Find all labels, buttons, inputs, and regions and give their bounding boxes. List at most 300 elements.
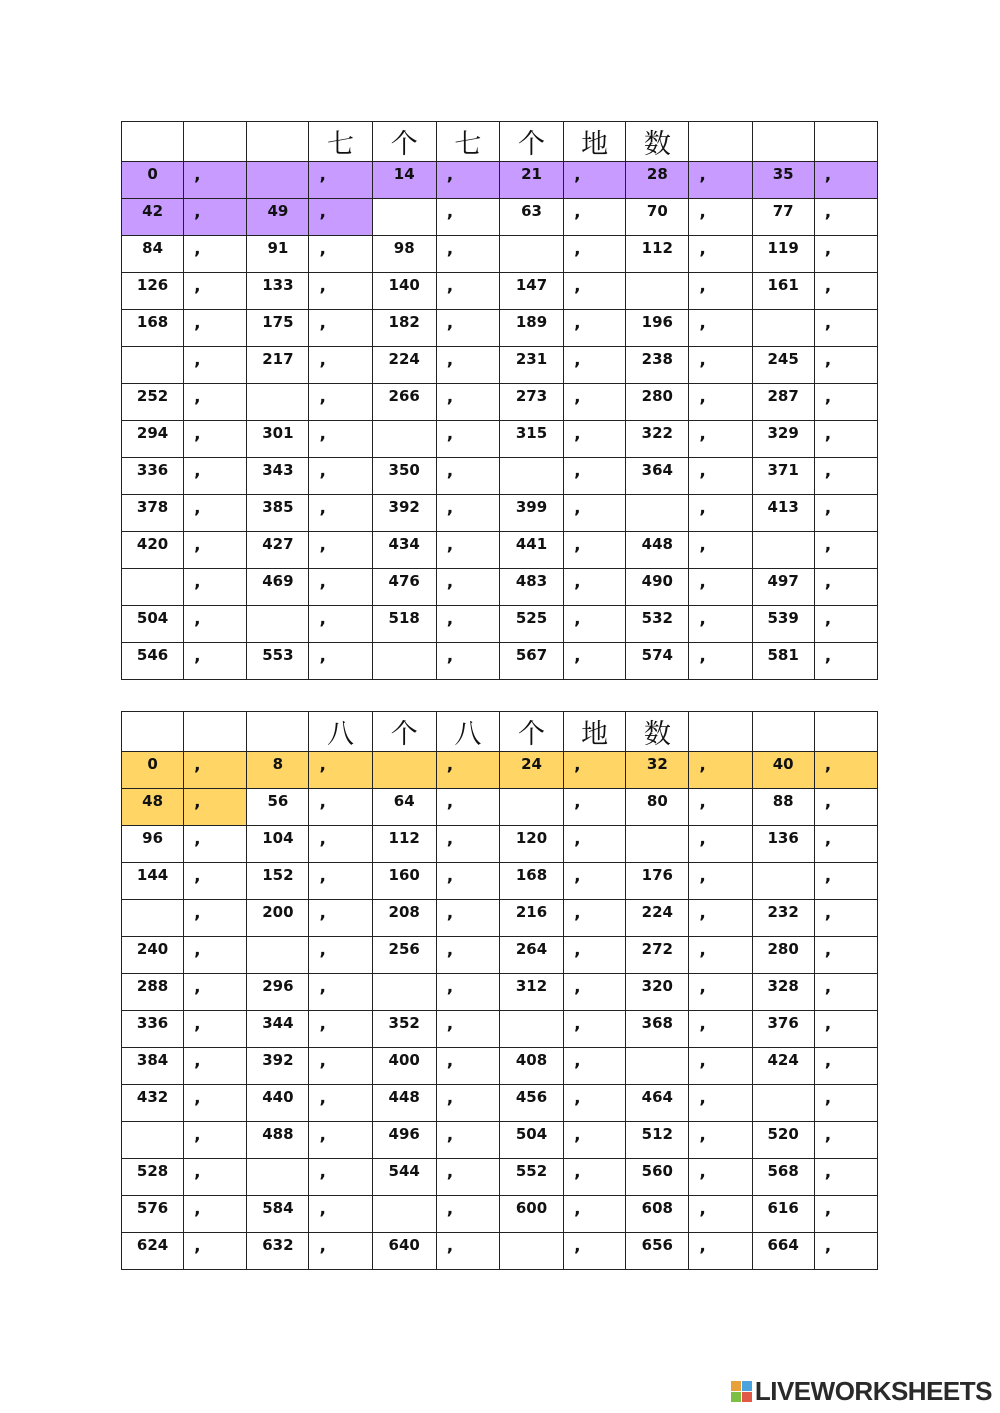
number-cell: 408: [499, 1048, 563, 1085]
number-cell: 336: [122, 458, 184, 495]
title-cell: 个: [372, 122, 436, 162]
number-cell: 608: [626, 1196, 689, 1233]
separator-cell: ,: [564, 347, 626, 384]
separator-cell: ,: [564, 826, 626, 863]
number-cell: 296: [247, 974, 309, 1011]
title-cell: 七: [309, 122, 372, 162]
number-cell: 140: [372, 273, 436, 310]
answer-blank[interactable]: [247, 384, 309, 421]
separator-cell: ,: [689, 1011, 752, 1048]
separator-cell: ,: [689, 1048, 752, 1085]
separator-cell: ,: [184, 1085, 247, 1122]
table-row: [122, 236, 878, 273]
number-cell: 539: [752, 606, 814, 643]
separator-cell: ,: [436, 421, 499, 458]
number-cell: 21: [499, 162, 563, 199]
number-cell: 656: [626, 1233, 689, 1270]
number-cell: 456: [499, 1085, 563, 1122]
number-cell: 152: [247, 863, 309, 900]
number-cell: 343: [247, 458, 309, 495]
number-cell: 490: [626, 569, 689, 606]
answer-blank[interactable]: [752, 532, 814, 569]
separator-cell: ,: [564, 1122, 626, 1159]
separator-cell: ,: [814, 974, 877, 1011]
answer-blank[interactable]: [752, 310, 814, 347]
answer-blank[interactable]: [372, 752, 436, 789]
number-cell: 384: [122, 1048, 184, 1085]
table-row: [122, 384, 878, 421]
separator-cell: ,: [814, 162, 877, 199]
separator-cell: ,: [436, 1233, 499, 1270]
number-cell: 264: [499, 937, 563, 974]
separator-cell: ,: [689, 606, 752, 643]
separator-cell: ,: [564, 532, 626, 569]
separator-cell: ,: [689, 1196, 752, 1233]
number-cell: 427: [247, 532, 309, 569]
separator-cell: ,: [564, 236, 626, 273]
separator-cell: ,: [689, 199, 752, 236]
separator-cell: ,: [436, 199, 499, 236]
number-cell: 544: [372, 1159, 436, 1196]
separator-cell: ,: [814, 826, 877, 863]
separator-cell: ,: [564, 162, 626, 199]
number-cell: 175: [247, 310, 309, 347]
number-cell: 518: [372, 606, 436, 643]
separator-cell: ,: [184, 421, 247, 458]
separator-cell: ,: [184, 974, 247, 1011]
separator-cell: ,: [436, 310, 499, 347]
separator-cell: ,: [564, 606, 626, 643]
separator-cell: ,: [184, 900, 247, 937]
separator-cell: ,: [564, 1196, 626, 1233]
title-cell: [184, 122, 247, 162]
separator-cell: ,: [309, 1196, 372, 1233]
number-cell: 496: [372, 1122, 436, 1159]
eight-multiples-table: [121, 711, 878, 1270]
separator-cell: ,: [689, 236, 752, 273]
separator-cell: ,: [184, 937, 247, 974]
logo-mark-icon: [731, 1381, 752, 1402]
separator-cell: ,: [184, 1122, 247, 1159]
separator-cell: ,: [564, 495, 626, 532]
separator-cell: ,: [814, 1159, 877, 1196]
answer-blank[interactable]: [247, 937, 309, 974]
number-cell: 40: [752, 752, 814, 789]
seven-multiples-table: [121, 121, 878, 680]
separator-cell: ,: [184, 606, 247, 643]
answer-blank[interactable]: [372, 974, 436, 1011]
logo-text: LIVEWORKSHEETS: [754, 1376, 992, 1406]
table-row: [122, 937, 878, 974]
separator-cell: ,: [689, 1233, 752, 1270]
number-cell: 272: [626, 937, 689, 974]
separator-cell: ,: [309, 1048, 372, 1085]
logo-block: [742, 1392, 752, 1402]
number-cell: 147: [499, 273, 563, 310]
number-cell: 56: [247, 789, 309, 826]
answer-blank[interactable]: [372, 199, 436, 236]
answer-blank[interactable]: [499, 458, 563, 495]
separator-cell: ,: [564, 900, 626, 937]
title-row: [122, 122, 878, 162]
answer-blank[interactable]: [122, 569, 184, 606]
separator-cell: ,: [814, 310, 877, 347]
table-row: [122, 1233, 878, 1270]
answer-blank[interactable]: [372, 421, 436, 458]
separator-cell: ,: [436, 826, 499, 863]
separator-cell: ,: [436, 1122, 499, 1159]
separator-cell: ,: [814, 789, 877, 826]
separator-cell: ,: [436, 937, 499, 974]
separator-cell: ,: [689, 495, 752, 532]
table-row: [122, 569, 878, 606]
separator-cell: ,: [689, 643, 752, 680]
separator-cell: ,: [436, 789, 499, 826]
title-cell: [689, 122, 752, 162]
separator-cell: ,: [184, 199, 247, 236]
number-cell: 448: [372, 1085, 436, 1122]
separator-cell: ,: [689, 458, 752, 495]
liveworksheets-logo: [731, 1376, 992, 1407]
separator-cell: ,: [184, 236, 247, 273]
number-cell: 568: [752, 1159, 814, 1196]
number-cell: 584: [247, 1196, 309, 1233]
separator-cell: ,: [689, 1122, 752, 1159]
separator-cell: ,: [309, 421, 372, 458]
separator-cell: ,: [184, 458, 247, 495]
separator-cell: ,: [814, 458, 877, 495]
answer-blank[interactable]: [122, 1122, 184, 1159]
separator-cell: ,: [309, 199, 372, 236]
separator-cell: ,: [814, 347, 877, 384]
number-cell: 176: [626, 863, 689, 900]
answer-blank[interactable]: [499, 236, 563, 273]
number-cell: 77: [752, 199, 814, 236]
separator-cell: ,: [564, 1048, 626, 1085]
number-cell: 344: [247, 1011, 309, 1048]
number-cell: 322: [626, 421, 689, 458]
number-cell: 385: [247, 495, 309, 532]
number-cell: 328: [752, 974, 814, 1011]
table-row: [122, 199, 878, 236]
separator-cell: ,: [436, 1196, 499, 1233]
separator-cell: ,: [814, 199, 877, 236]
table-row: [122, 1122, 878, 1159]
separator-cell: ,: [309, 1011, 372, 1048]
number-cell: 350: [372, 458, 436, 495]
table-row: [122, 495, 878, 532]
answer-blank[interactable]: [752, 1085, 814, 1122]
number-cell: 136: [752, 826, 814, 863]
title-cell: [689, 712, 752, 752]
separator-cell: ,: [689, 310, 752, 347]
separator-cell: ,: [436, 532, 499, 569]
number-cell: 504: [499, 1122, 563, 1159]
number-cell: 312: [499, 974, 563, 1011]
answer-blank[interactable]: [122, 900, 184, 937]
separator-cell: ,: [689, 974, 752, 1011]
answer-blank[interactable]: [499, 789, 563, 826]
number-cell: 504: [122, 606, 184, 643]
table-row: [122, 1011, 878, 1048]
separator-cell: ,: [184, 569, 247, 606]
number-cell: 96: [122, 826, 184, 863]
number-cell: 552: [499, 1159, 563, 1196]
answer-blank[interactable]: [499, 1011, 563, 1048]
number-cell: 315: [499, 421, 563, 458]
number-cell: 189: [499, 310, 563, 347]
number-cell: 35: [752, 162, 814, 199]
number-cell: 161: [752, 273, 814, 310]
separator-cell: ,: [309, 900, 372, 937]
number-cell: 28: [626, 162, 689, 199]
table-row: [122, 1048, 878, 1085]
separator-cell: ,: [436, 384, 499, 421]
separator-cell: ,: [814, 1085, 877, 1122]
number-cell: 104: [247, 826, 309, 863]
number-cell: 91: [247, 236, 309, 273]
number-cell: 512: [626, 1122, 689, 1159]
separator-cell: ,: [814, 643, 877, 680]
title-cell: 个: [499, 122, 563, 162]
number-cell: 88: [752, 789, 814, 826]
separator-cell: ,: [309, 310, 372, 347]
separator-cell: ,: [689, 826, 752, 863]
number-cell: 336: [122, 1011, 184, 1048]
separator-cell: ,: [184, 310, 247, 347]
answer-blank[interactable]: [247, 1159, 309, 1196]
number-cell: 352: [372, 1011, 436, 1048]
number-cell: 329: [752, 421, 814, 458]
separator-cell: ,: [184, 826, 247, 863]
title-cell: [752, 122, 814, 162]
number-cell: 469: [247, 569, 309, 606]
number-cell: 280: [626, 384, 689, 421]
separator-cell: ,: [309, 752, 372, 789]
answer-blank[interactable]: [122, 347, 184, 384]
separator-cell: ,: [814, 606, 877, 643]
separator-cell: ,: [436, 495, 499, 532]
separator-cell: ,: [184, 643, 247, 680]
number-cell: 217: [247, 347, 309, 384]
title-cell: [814, 712, 877, 752]
number-cell: 8: [247, 752, 309, 789]
number-cell: 378: [122, 495, 184, 532]
separator-cell: ,: [309, 826, 372, 863]
number-cell: 266: [372, 384, 436, 421]
answer-blank[interactable]: [372, 1196, 436, 1233]
title-cell: 个: [372, 712, 436, 752]
separator-cell: ,: [814, 863, 877, 900]
number-cell: 441: [499, 532, 563, 569]
number-cell: 497: [752, 569, 814, 606]
separator-cell: ,: [436, 236, 499, 273]
number-cell: 364: [626, 458, 689, 495]
number-cell: 400: [372, 1048, 436, 1085]
table-row: [122, 900, 878, 937]
answer-blank[interactable]: [372, 643, 436, 680]
table-row: [122, 752, 878, 789]
separator-cell: ,: [564, 1233, 626, 1270]
number-cell: 434: [372, 532, 436, 569]
number-cell: 525: [499, 606, 563, 643]
title-cell: [184, 712, 247, 752]
number-cell: 640: [372, 1233, 436, 1270]
number-cell: 232: [752, 900, 814, 937]
separator-cell: ,: [564, 199, 626, 236]
number-cell: 182: [372, 310, 436, 347]
number-cell: 126: [122, 273, 184, 310]
number-cell: 133: [247, 273, 309, 310]
separator-cell: ,: [689, 421, 752, 458]
answer-blank[interactable]: [626, 826, 689, 863]
separator-cell: ,: [564, 273, 626, 310]
separator-cell: ,: [436, 162, 499, 199]
title-cell: [122, 122, 184, 162]
number-cell: 392: [372, 495, 436, 532]
number-cell: 231: [499, 347, 563, 384]
number-cell: 256: [372, 937, 436, 974]
number-cell: 245: [752, 347, 814, 384]
answer-blank[interactable]: [626, 273, 689, 310]
separator-cell: ,: [436, 643, 499, 680]
table-row: [122, 1085, 878, 1122]
title-cell: [752, 712, 814, 752]
separator-cell: ,: [184, 1048, 247, 1085]
number-cell: 288: [122, 974, 184, 1011]
separator-cell: ,: [564, 1085, 626, 1122]
number-cell: 14: [372, 162, 436, 199]
separator-cell: ,: [436, 974, 499, 1011]
answer-blank[interactable]: [752, 863, 814, 900]
separator-cell: ,: [436, 606, 499, 643]
table-row: [122, 1196, 878, 1233]
answer-blank[interactable]: [626, 495, 689, 532]
table-row: [122, 789, 878, 826]
number-cell: 528: [122, 1159, 184, 1196]
number-cell: 600: [499, 1196, 563, 1233]
separator-cell: ,: [814, 421, 877, 458]
number-cell: 432: [122, 1085, 184, 1122]
separator-cell: ,: [436, 347, 499, 384]
separator-cell: ,: [184, 1159, 247, 1196]
separator-cell: ,: [564, 937, 626, 974]
number-cell: 112: [626, 236, 689, 273]
separator-cell: ,: [814, 569, 877, 606]
number-cell: 440: [247, 1085, 309, 1122]
number-cell: 560: [626, 1159, 689, 1196]
separator-cell: ,: [814, 532, 877, 569]
separator-cell: ,: [689, 532, 752, 569]
number-cell: 553: [247, 643, 309, 680]
table-row: [122, 863, 878, 900]
answer-blank[interactable]: [247, 606, 309, 643]
number-cell: 224: [372, 347, 436, 384]
separator-cell: ,: [436, 569, 499, 606]
number-cell: 119: [752, 236, 814, 273]
separator-cell: ,: [814, 1011, 877, 1048]
answer-blank[interactable]: [247, 162, 309, 199]
separator-cell: ,: [564, 569, 626, 606]
table-row: [122, 532, 878, 569]
number-cell: 160: [372, 863, 436, 900]
number-cell: 624: [122, 1233, 184, 1270]
number-cell: 464: [626, 1085, 689, 1122]
title-row: [122, 712, 878, 752]
answer-blank[interactable]: [626, 1048, 689, 1085]
separator-cell: ,: [184, 1196, 247, 1233]
table-row: [122, 606, 878, 643]
number-cell: 287: [752, 384, 814, 421]
number-cell: 546: [122, 643, 184, 680]
separator-cell: ,: [309, 1159, 372, 1196]
logo-block: [731, 1392, 741, 1402]
table-row: [122, 1159, 878, 1196]
number-cell: 144: [122, 863, 184, 900]
title-cell: 数: [626, 122, 689, 162]
separator-cell: ,: [436, 1011, 499, 1048]
number-cell: 224: [626, 900, 689, 937]
title-cell: 个: [499, 712, 563, 752]
separator-cell: ,: [184, 347, 247, 384]
number-cell: 574: [626, 643, 689, 680]
answer-blank[interactable]: [499, 1233, 563, 1270]
number-cell: 63: [499, 199, 563, 236]
separator-cell: ,: [689, 347, 752, 384]
title-cell: 八: [436, 712, 499, 752]
number-cell: 520: [752, 1122, 814, 1159]
separator-cell: ,: [184, 495, 247, 532]
separator-cell: ,: [689, 162, 752, 199]
separator-cell: ,: [309, 495, 372, 532]
table-row: [122, 347, 878, 384]
number-cell: 24: [499, 752, 563, 789]
separator-cell: ,: [564, 1011, 626, 1048]
number-cell: 576: [122, 1196, 184, 1233]
separator-cell: ,: [814, 900, 877, 937]
separator-cell: ,: [436, 1085, 499, 1122]
number-cell: 368: [626, 1011, 689, 1048]
separator-cell: ,: [184, 384, 247, 421]
number-cell: 616: [752, 1196, 814, 1233]
separator-cell: ,: [309, 1233, 372, 1270]
separator-cell: ,: [689, 1085, 752, 1122]
separator-cell: ,: [309, 273, 372, 310]
separator-cell: ,: [814, 1122, 877, 1159]
separator-cell: ,: [564, 1159, 626, 1196]
number-cell: 216: [499, 900, 563, 937]
number-cell: 240: [122, 937, 184, 974]
number-cell: 413: [752, 495, 814, 532]
separator-cell: ,: [689, 384, 752, 421]
separator-cell: ,: [309, 347, 372, 384]
separator-cell: ,: [564, 863, 626, 900]
title-cell: 数: [626, 712, 689, 752]
table-row: [122, 974, 878, 1011]
separator-cell: ,: [689, 1159, 752, 1196]
separator-cell: ,: [309, 1122, 372, 1159]
separator-cell: ,: [814, 937, 877, 974]
separator-cell: ,: [309, 384, 372, 421]
number-cell: 483: [499, 569, 563, 606]
number-cell: 48: [122, 789, 184, 826]
number-cell: 64: [372, 789, 436, 826]
separator-cell: ,: [564, 789, 626, 826]
separator-cell: ,: [564, 310, 626, 347]
number-cell: 238: [626, 347, 689, 384]
separator-cell: ,: [689, 863, 752, 900]
number-cell: 320: [626, 974, 689, 1011]
